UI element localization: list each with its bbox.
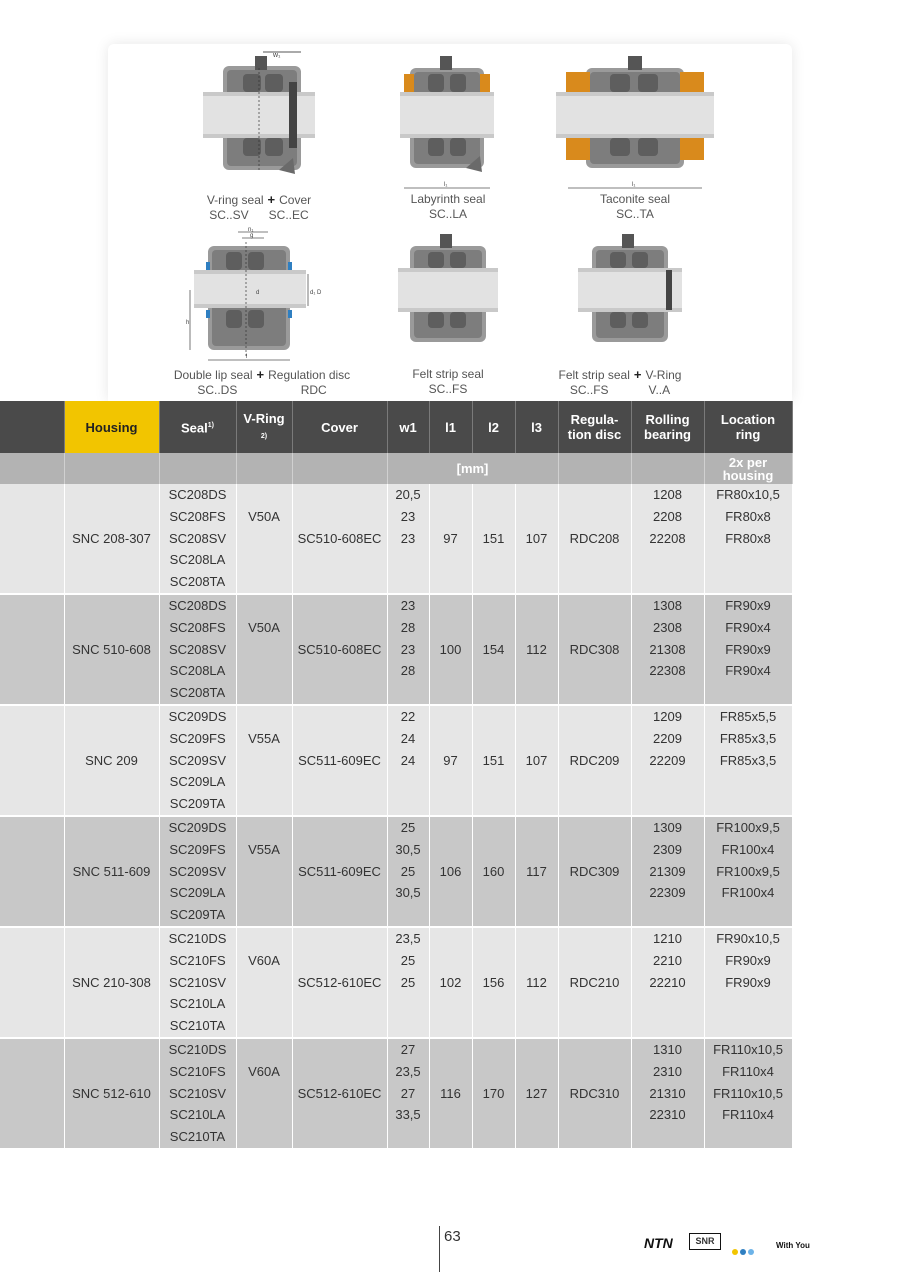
location-ring-cell	[704, 1038, 792, 1148]
l1-cell: 97	[429, 484, 472, 594]
header-seal-note: 1)	[207, 422, 214, 430]
brand-dot-yellow	[732, 1249, 738, 1255]
header-seal	[159, 401, 236, 453]
w1-cell-value: 25	[400, 819, 416, 835]
location-ring-cell-value: FR85x3,5	[719, 730, 777, 746]
caption-double-lip	[170, 367, 354, 398]
rolling-bearing-cell	[631, 1038, 704, 1148]
l1-cell: 116	[429, 1038, 472, 1148]
header-regulation-1: Regula-	[570, 412, 619, 427]
caption-labyrinth	[398, 192, 498, 222]
w1-cell-value: 33,5	[395, 1107, 421, 1123]
caption-labyrinth-label: Labyrinth seal	[410, 192, 486, 206]
caption-regulation-disc: Regulation disc	[268, 368, 351, 382]
cover-cell: SC510-608EC	[292, 594, 387, 705]
vring-cell-value: V60A	[248, 1063, 280, 1079]
rolling-bearing-cell-value: 22210	[649, 974, 686, 990]
regulation-disc-cell: RDC210	[558, 927, 631, 1038]
vring-cell	[236, 927, 292, 1038]
dim-label-n1: n₁	[248, 227, 254, 233]
brand-dot-blue	[740, 1249, 746, 1255]
w1-cell	[387, 1038, 429, 1148]
table-row	[0, 1038, 792, 1148]
dim-label-l: l	[246, 354, 248, 360]
rolling-bearing-cell-value: 2308	[653, 619, 682, 635]
rolling-bearing-cell-value: 2310	[653, 1063, 682, 1079]
bearing-diagram-felt-vring	[578, 230, 682, 358]
location-ring-cell-value: FR90x9	[725, 597, 771, 613]
regulation-disc-cell: RDC208	[558, 484, 631, 594]
bearing-diagram-vring-cover	[203, 48, 315, 194]
seal-cell	[159, 927, 236, 1038]
plus-sign: +	[267, 192, 276, 207]
table-header-row	[0, 401, 792, 453]
table-row	[0, 927, 792, 1038]
seal-cell-value: SC208DS	[168, 487, 227, 502]
row-blank	[0, 927, 64, 1038]
location-ring-cell-value: FR110x10,5	[713, 1041, 783, 1057]
header-vring-label: V-Ring	[243, 410, 285, 426]
w1-cell-value: 25	[400, 974, 416, 990]
location-ring-cell-value: FR90x4	[725, 663, 771, 679]
plus-sign: +	[256, 367, 265, 382]
w1-cell-value: 25	[400, 952, 416, 968]
header-w1: w1	[387, 401, 429, 453]
dim-label-l1-b: l₁	[632, 182, 636, 188]
w1-cell-value: 22	[400, 708, 416, 724]
l2-cell: 151	[472, 484, 515, 594]
location-ring-cell-value: FR90x9	[725, 952, 771, 968]
cover-cell: SC511-609EC	[292, 705, 387, 816]
location-ring-cell-value: FR90x9	[725, 974, 771, 990]
unit-per-housing	[704, 453, 792, 484]
unit-mm: [mm]	[387, 453, 558, 484]
w1-cell	[387, 816, 429, 927]
w1-cell-value: 23	[400, 508, 416, 524]
seal-cell-value: SC208FS	[169, 508, 226, 524]
location-ring-cell-value: FR80x10,5	[716, 487, 780, 502]
location-ring-cell	[704, 927, 792, 1038]
l2-cell: 151	[472, 705, 515, 816]
rolling-bearing-cell-value: 1309	[653, 819, 682, 835]
caption-double-lip-label: Double lip seal	[173, 368, 253, 382]
unit-per-1: 2x per	[728, 454, 768, 470]
header-rolling-1: Rolling	[645, 412, 690, 427]
seal-cell-value: SC209DS	[168, 819, 227, 835]
w1-cell-value: 28	[400, 619, 416, 635]
seal-cell-value: SC210TA	[169, 1129, 226, 1145]
w1-cell-value: 24	[400, 752, 416, 768]
brand-logo-snr: SNR	[689, 1233, 721, 1250]
l2-cell: 154	[472, 594, 515, 705]
regulation-disc-cell: RDC310	[558, 1038, 631, 1148]
header-l1: l1	[429, 401, 472, 453]
seal-cell-value: SC209LA	[169, 774, 226, 790]
rolling-bearing-cell-value: 22310	[649, 1107, 686, 1123]
seal-cell-value: SC210FS	[169, 952, 226, 968]
w1-cell	[387, 484, 429, 594]
location-ring-cell-value: FR100x9,5	[716, 819, 780, 835]
header-regulation-disc	[558, 401, 631, 453]
caption-felt-vring	[552, 367, 688, 398]
vring-cell-value: V55A	[248, 730, 280, 746]
row-blank	[0, 816, 64, 927]
footer-divider	[439, 1226, 440, 1272]
vring-cell-value: V55A	[248, 841, 280, 857]
rolling-bearing-cell-value: 22208	[649, 530, 686, 546]
cover-cell: SC512-610EC	[292, 927, 387, 1038]
caption-vring-seal: V-ring seal	[206, 193, 264, 207]
table-row	[0, 705, 792, 816]
header-location-ring	[704, 401, 792, 453]
location-ring-cell-value: FR100x4	[721, 841, 775, 857]
header-seal-label: Seal	[181, 420, 208, 436]
row-blank	[0, 484, 64, 594]
location-ring-cell-value: FR100x4	[721, 885, 775, 901]
brand-tagline: With You	[776, 1241, 810, 1250]
seal-cell-value: SC209FS	[169, 730, 226, 746]
seal-cell-value: SC210TA	[169, 1018, 226, 1034]
vring-cell-value: V50A	[248, 508, 280, 524]
dim-label-g: g	[250, 233, 254, 239]
brand-dot-lightblue	[748, 1249, 754, 1255]
w1-cell	[387, 594, 429, 705]
caption-felt-strip-label-2: Felt strip seal	[558, 368, 630, 382]
location-ring-cell	[704, 816, 792, 927]
rolling-bearing-cell-value: 1208	[653, 487, 682, 502]
vring-cell	[236, 1038, 292, 1148]
w1-cell	[387, 705, 429, 816]
w1-cell-value: 30,5	[395, 841, 421, 857]
rolling-bearing-cell-value: 21309	[649, 863, 686, 879]
rolling-bearing-cell-value: 1308	[653, 597, 682, 613]
seal-cell-value: SC209SV	[168, 863, 227, 879]
regulation-disc-cell: RDC308	[558, 594, 631, 705]
caption-labyrinth-code: SC..LA	[428, 207, 467, 221]
w1-cell	[387, 927, 429, 1038]
vring-cell	[236, 705, 292, 816]
header-vring-note: 2)	[260, 432, 268, 440]
caption-code-fs: SC..FS	[569, 383, 609, 397]
bearing-diagram-labyrinth	[400, 50, 494, 192]
table-row	[0, 594, 792, 705]
cover-cell: SC511-609EC	[292, 816, 387, 927]
l2-cell: 156	[472, 927, 515, 1038]
page-number: 63	[444, 1228, 461, 1245]
location-ring-cell-value: FR110x4	[722, 1107, 774, 1123]
seal-cell-value: SC210FS	[169, 1063, 226, 1079]
seal-cell-value: SC209DS	[168, 708, 227, 724]
table-row	[0, 816, 792, 927]
w1-cell-value: 27	[400, 1041, 416, 1057]
housing-cell: SNC 510-608	[64, 594, 159, 705]
table-row	[0, 484, 792, 594]
caption-vring-label: V-Ring	[645, 368, 682, 382]
header-cover: Cover	[292, 401, 387, 453]
l3-cell: 117	[515, 816, 558, 927]
l1-cell: 106	[429, 816, 472, 927]
w1-cell-value: 27	[400, 1085, 416, 1101]
w1-cell-value: 28	[400, 663, 416, 679]
unit-per-2: housing	[722, 467, 774, 483]
header-rolling-2: bearing	[644, 427, 691, 442]
caption-code-va: V..A	[648, 383, 671, 397]
rolling-bearing-cell-value: 2309	[653, 841, 682, 857]
seal-cell-value: SC209FS	[169, 841, 226, 857]
dim-label-d: d	[256, 290, 260, 296]
location-ring-cell-value: FR90x10,5	[716, 930, 780, 946]
seal-cell	[159, 1038, 236, 1148]
location-ring-cell-value: FR85x5,5	[719, 708, 777, 724]
location-ring-cell-value: FR80x8	[725, 530, 771, 546]
vring-cell-value: V50A	[248, 619, 280, 635]
rolling-bearing-cell	[631, 484, 704, 594]
l3-cell: 112	[515, 927, 558, 1038]
unit-row	[0, 453, 792, 484]
rolling-bearing-cell-value: 2208	[653, 508, 682, 524]
caption-code-ds: SC..DS	[197, 383, 238, 397]
cover-cell: SC512-610EC	[292, 1038, 387, 1148]
seal-cell-value: SC208LA	[169, 552, 226, 568]
vring-cell	[236, 816, 292, 927]
housing-cell: SNC 512-610	[64, 1038, 159, 1148]
bearing-diagram-taconite	[556, 50, 714, 192]
caption-code-ec: SC..EC	[268, 208, 309, 222]
figure-panel	[108, 44, 792, 401]
vring-cell-value: V60A	[248, 952, 280, 968]
caption-felt-strip	[398, 367, 498, 397]
location-ring-cell-value: FR80x8	[725, 508, 771, 524]
header-l2: l2	[472, 401, 515, 453]
w1-cell-value: 20,5	[395, 487, 421, 502]
caption-cover: Cover	[279, 193, 312, 207]
w1-cell-value: 23	[400, 641, 416, 657]
dim-label-l1-a: l₁	[444, 182, 448, 188]
location-ring-cell	[704, 484, 792, 594]
l3-cell: 107	[515, 705, 558, 816]
seal-cell-value: SC208DS	[168, 597, 227, 613]
location-ring-cell-value: FR100x9,5	[716, 863, 780, 879]
w1-cell-value: 25	[400, 863, 416, 879]
rolling-bearing-cell-value: 22209	[649, 752, 686, 768]
bearing-diagram-felt-strip	[398, 230, 498, 358]
seal-cell-value: SC208LA	[169, 663, 226, 679]
regulation-disc-cell: RDC209	[558, 705, 631, 816]
rolling-bearing-cell-value: 1210	[653, 930, 682, 946]
seal-cell-value: SC209LA	[169, 885, 226, 901]
rolling-bearing-cell	[631, 927, 704, 1038]
row-blank	[0, 594, 64, 705]
caption-felt-strip-code: SC..FS	[428, 382, 468, 396]
seal-cell-value: SC208TA	[169, 574, 226, 590]
rolling-bearing-cell-value: 1310	[653, 1041, 682, 1057]
location-ring-cell	[704, 705, 792, 816]
header-regulation-2: tion disc	[567, 427, 622, 442]
regulation-disc-cell: RDC309	[558, 816, 631, 927]
dim-label-dD: d₁ D	[310, 290, 322, 296]
l2-cell: 160	[472, 816, 515, 927]
housing-cell: SNC 208-307	[64, 484, 159, 594]
header-location-1: Location	[720, 412, 776, 427]
w1-cell-value: 23	[400, 597, 416, 613]
row-blank	[0, 1038, 64, 1148]
seal-cell-value: SC210SV	[168, 974, 227, 990]
header-blank	[0, 401, 64, 453]
location-ring-cell-value: FR110x4	[722, 1063, 774, 1079]
l1-cell: 97	[429, 705, 472, 816]
cover-cell: SC510-608EC	[292, 484, 387, 594]
l2-cell: 170	[472, 1038, 515, 1148]
bearing-diagram-double-lip	[186, 226, 326, 366]
header-vring	[236, 401, 292, 453]
l1-cell: 102	[429, 927, 472, 1038]
brand-logo-ntn: NTN	[644, 1235, 673, 1251]
seal-cell	[159, 484, 236, 594]
w1-cell-value: 23	[400, 530, 416, 546]
vring-cell	[236, 594, 292, 705]
caption-code-sv: SC..SV	[209, 208, 249, 222]
header-housing: Housing	[64, 401, 159, 453]
seal-cell-value: SC210DS	[168, 1041, 227, 1057]
l3-cell: 107	[515, 484, 558, 594]
location-ring-cell	[704, 594, 792, 705]
seal-cell-value: SC208FS	[169, 619, 226, 635]
seal-cell-value: SC209SV	[168, 752, 227, 768]
l3-cell: 127	[515, 1038, 558, 1148]
header-rolling-bearing	[631, 401, 704, 453]
rolling-bearing-cell-value: 22308	[649, 663, 686, 679]
l3-cell: 112	[515, 594, 558, 705]
seal-cell-value: SC208TA	[169, 685, 226, 701]
location-ring-cell-value: FR90x9	[725, 641, 771, 657]
rolling-bearing-cell	[631, 594, 704, 705]
seal-cell-value: SC210SV	[168, 1085, 227, 1101]
rolling-bearing-cell	[631, 705, 704, 816]
seal-cell	[159, 594, 236, 705]
seal-cell	[159, 705, 236, 816]
housing-cell: SNC 209	[64, 705, 159, 816]
seal-cell-value: SC210DS	[168, 930, 227, 946]
seal-cell-value: SC208SV	[168, 530, 227, 546]
w1-cell-value: 30,5	[395, 885, 421, 901]
spec-table	[0, 401, 793, 1148]
seal-cell-value: SC210LA	[169, 1107, 226, 1123]
housing-cell: SNC 210-308	[64, 927, 159, 1038]
rolling-bearing-cell	[631, 816, 704, 927]
dim-label-h: h	[186, 320, 190, 326]
rolling-bearing-cell-value: 21310	[649, 1085, 686, 1101]
vring-cell	[236, 484, 292, 594]
header-l3: l3	[515, 401, 558, 453]
seal-cell-value: SC210LA	[169, 996, 226, 1012]
seal-cell-value: SC209TA	[169, 796, 226, 812]
header-location-2: ring	[735, 427, 761, 442]
seal-cell-value: SC209TA	[169, 907, 226, 923]
caption-taconite-label: Taconite seal	[599, 192, 671, 206]
housing-cell: SNC 511-609	[64, 816, 159, 927]
w1-cell-value: 23,5	[395, 1063, 421, 1079]
location-ring-cell-value: FR85x3,5	[719, 752, 777, 768]
location-ring-cell-value: FR110x10,5	[713, 1085, 783, 1101]
w1-cell-value: 24	[400, 730, 416, 746]
location-ring-cell-value: FR90x4	[725, 619, 771, 635]
plus-sign: +	[633, 367, 642, 382]
row-blank	[0, 705, 64, 816]
brand-dots	[732, 1242, 756, 1260]
rolling-bearing-cell-value: 2210	[653, 952, 682, 968]
caption-code-rdc: RDC	[300, 383, 327, 397]
l1-cell: 100	[429, 594, 472, 705]
rolling-bearing-cell-value: 21308	[649, 641, 686, 657]
rolling-bearing-cell-value: 2209	[653, 730, 682, 746]
caption-vring-cover	[194, 192, 324, 223]
caption-taconite-code: SC..TA	[616, 207, 654, 221]
seal-cell-value: SC208SV	[168, 641, 227, 657]
rolling-bearing-cell-value: 1209	[653, 708, 682, 724]
caption-felt-strip-label: Felt strip seal	[412, 367, 484, 381]
w1-cell-value: 23,5	[395, 930, 421, 946]
caption-taconite	[585, 192, 685, 222]
seal-cell	[159, 816, 236, 927]
rolling-bearing-cell-value: 22309	[649, 885, 686, 901]
dim-label-w1: w₁	[273, 52, 281, 59]
